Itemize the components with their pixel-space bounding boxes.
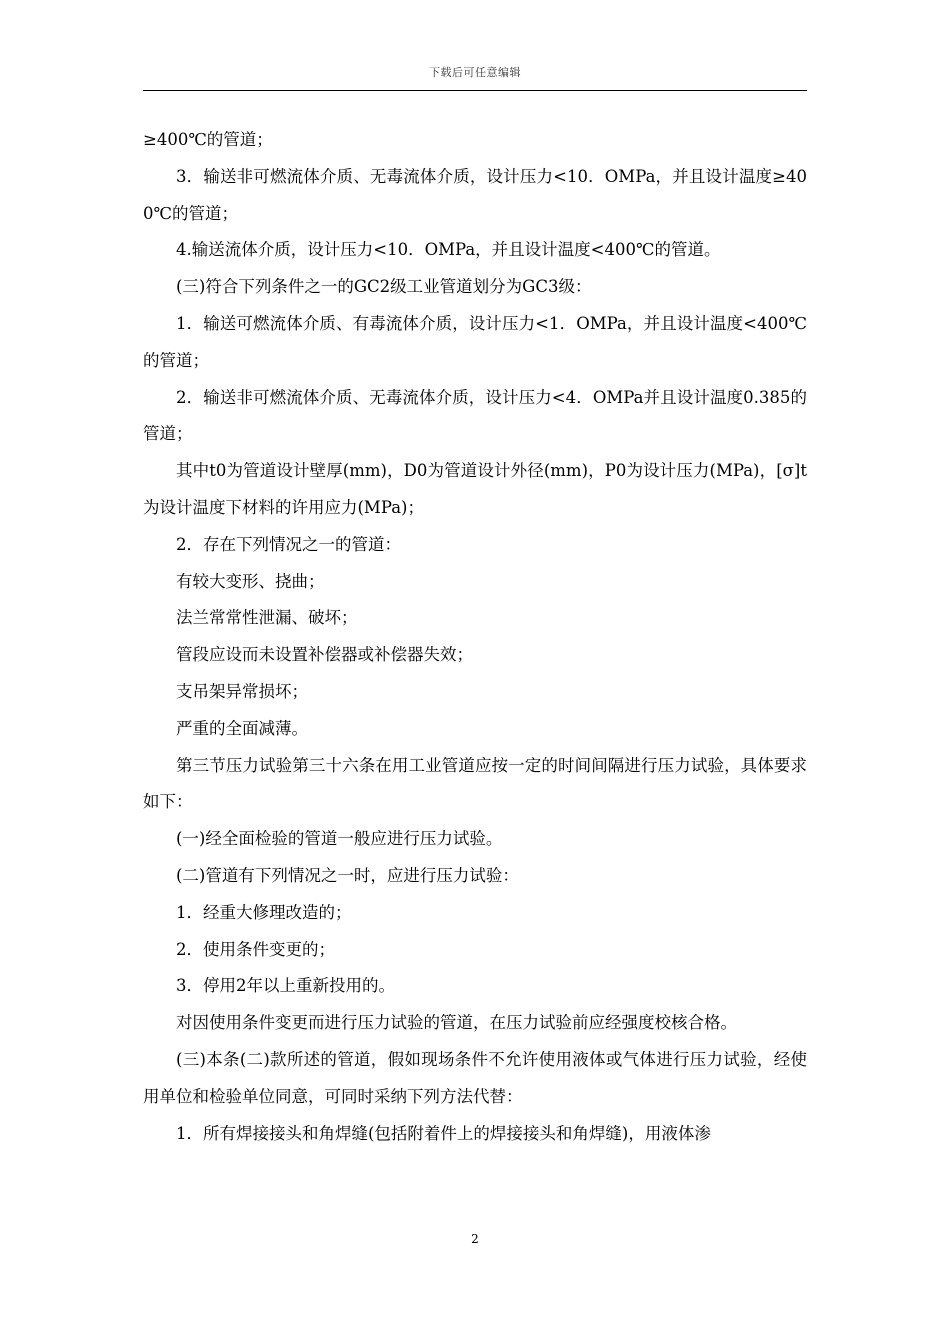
- paragraph: 法兰常常性泄漏、破坏；: [176, 608, 358, 628]
- paragraph: 2．输送非可燃流体介质、无毒流体介质，设计压力<4．OMPa并且设计温度0.385的管道；: [143, 387, 807, 444]
- paragraph: 第三节压力试验第三十六条在用工业管道应按一定的时间间隔进行压力试验，具体要求如下：: [143, 755, 807, 812]
- paragraph: 严重的全面减薄。: [176, 718, 308, 738]
- paragraph: 支吊架异常损坏；: [176, 681, 308, 701]
- paragraph: (三)符合下列条件之一的GC2级工业管道划分为GC3级：: [176, 277, 592, 297]
- paragraph: (一)经全面检验的管道一般应进行压力试验。: [176, 829, 503, 849]
- paragraph: 有较大变形、挠曲；: [176, 571, 325, 591]
- paragraph: 4.输送流体介质，设计压力<10．OMPa，并且设计温度<400℃的管道。: [176, 240, 721, 260]
- paragraph: (二)管道有下列情况之一时，应进行压力试验：: [176, 865, 519, 885]
- paragraph: 管段应设而未设置补偿器或补偿器失效；: [176, 645, 473, 665]
- paragraph: 2．使用条件变更的；: [176, 939, 335, 959]
- paragraph: 3．停用2年以上重新投用的。: [176, 976, 395, 996]
- page-number: 2: [471, 1232, 479, 1246]
- paragraph: (三)本条(二)款所述的管道，假如现场条件不允许使用液体或气体进行压力试验，经使用单位和检验单位同意，可同时采纳下列方法代替：: [143, 1049, 807, 1106]
- paragraph: ≥400℃的管道；: [143, 130, 273, 149]
- paragraph: 2．存在下列情况之一的管道：: [176, 534, 401, 554]
- paragraph: 1．所有焊接接头和角焊缝(包括附着件上的焊接接头和角焊缝)，用液体渗: [176, 1123, 711, 1143]
- paragraph: 对因使用条件变更而进行压力试验的管道，在压力试验前应经强度校核合格。: [176, 1013, 737, 1033]
- paragraph: 1．输送可燃流体介质、有毒流体介质，设计压力<1．OMPa，并且设计温度<400℃的管道；: [143, 313, 807, 370]
- paragraph: 1．经重大修理改造的；: [176, 902, 352, 922]
- paragraph: 3．输送非可燃流体介质、无毒流体介质，设计压力<10．OMPa，并且设计温度≥400℃的管道；: [143, 166, 807, 223]
- header-divider: [143, 90, 807, 91]
- page-header: 下载后可任意编辑: [429, 66, 521, 79]
- document-body: [143, 122, 807, 1152]
- paragraph: 其中t0为管道设计壁厚(mm)，D0为管道设计外径(mm)，P0为设计压力(MPa)，[σ]t为设计温度下材料的许用应力(MPa)；: [143, 461, 807, 517]
